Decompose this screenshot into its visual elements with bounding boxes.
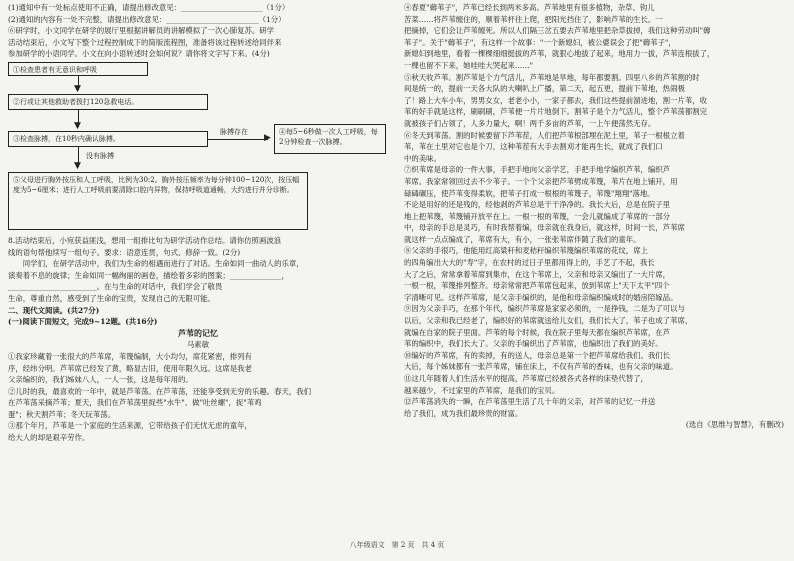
text-line: 中，母亲的手总是灵巧，有时我帮着编，母亲就在我身后，就这样，时间一长，芦苇席 <box>404 223 685 233</box>
flow-connector-pulse <box>208 139 268 140</box>
text-line: 间是统一的，提前一天各大队的大喇叭上广播，第二天，起五更，提前下苇地，热闹极 <box>404 84 685 94</box>
flow-box-4 <box>274 124 386 154</box>
flow-box-2-text: ②行或让其他救助者拨打120急救电话。 <box>13 97 139 106</box>
flow-box-1 <box>8 62 148 76</box>
text-line: 8.活动结束后，小宛获益匪浅，想用一组排比句为研学活动作总结。请你仿照画波浪 <box>8 235 282 245</box>
text-line: ⑫芦苇荡消失的一瞬，在芦苇荡里生活了几十年的父亲，对芦苇的记忆一并送 <box>404 397 656 407</box>
text-line: 把摘掉，它们会让芦苇缠死。所以人们隔三岔五要去芦苇地里把杂草拔掉，我们这种劳动叫"薅 <box>404 26 711 36</box>
text-line: 碌碡碾压，使芦苇变得柔软，把苇子打成一根根的苇篾子，苇篾"翔翔"落地。 <box>404 188 655 198</box>
right-column <box>404 2 784 431</box>
text-line: 地上把苇篾，苇篾铺开放平在上。一根一根的苇篾，一会儿就编成了苇席的一部分 <box>404 211 671 221</box>
text-line: 苇，苇在土里对它也是个刀，这种苇茬有大手去割刈才能再生长，就成了我们口 <box>404 142 663 152</box>
text-line: ②儿时的我，最喜欢的一年中，就是芦苇荡。在芦苇荡，还能享受到无穷的乐趣。春天，我们 <box>8 386 312 396</box>
question-8 <box>8 235 388 305</box>
text-line: 苇子"。关于"薅苇子"，有这样一个故事："一个新媳妇，被公婆误会了把"薅苇子"， <box>404 37 676 47</box>
text-line: 大后，每个姊妹都有一张芦苇席，铺在床上，不仅有芦苇的香味，也有父亲的味道。 <box>404 362 678 372</box>
flow-box-2 <box>8 94 208 110</box>
article-paragraphs-right <box>404 2 784 419</box>
text-line: 演奏着不息的旋律；生命如同一幅绚丽的画卷，描绘着多彩的图案；______________， <box>8 270 289 280</box>
text-line: ⑪这几年随着人们生活水平的提高，芦苇席已经被各式各样的床垫代替了， <box>404 374 648 383</box>
text-line: 苇的编织中，我们长大了。父亲的手编织出了芦苇席，也编织出了我们的美好。 <box>404 339 663 349</box>
flow-arrow-1: ▼ <box>74 83 81 94</box>
text-line: 线的语句帮他续写一组句子。要求：语意连贯，句式、修辞一致。(2分) <box>8 247 241 257</box>
text-line: 中的美味。 <box>404 153 441 163</box>
text-line: 苇席。我家常领回过去不少苇子。一个个父亲把芦苇劈成苇篾，苇片在地上铺开，用 <box>404 176 678 186</box>
article-paragraphs-left <box>8 351 388 444</box>
flow-box-5-text: ⑤父母进行胸外按压和人工呼吸，比例为30:2。胸外按压频率为每分钟100~120次，按压幅度为5~6厘米；进行人工呼吸前要清除口腔内异物，保持呼吸道通畅，大约进行并分诊断。 <box>13 175 300 195</box>
text-line: 蛋"；秋天割芦苇；冬天玩苇荡。 <box>8 409 115 419</box>
article-author: 马素敏 <box>186 340 210 350</box>
pulse-present-label: 脉搏存在 <box>220 127 248 136</box>
flow-arrow-pulse: ▶ <box>264 132 271 143</box>
no-pulse-label: 没有脉搏 <box>86 151 114 160</box>
flow-arrow-2: ▼ <box>74 120 81 131</box>
text-line: 苦菜……将芦苇缠住的，顺着苇杆往上爬，把阳光挡住了，影响芦苇的生长。一 <box>404 14 663 24</box>
text-line: 参加研学的小语同学。小文在向小语转述时会如何说？请你将文字写下来。(4分) <box>8 49 270 59</box>
text-line: ⑧父亲的手很巧，他能用红高粱秆和麦秸秆编织苇篾编织苇席的花纹，席上 <box>404 246 648 256</box>
text-line: ________________________。在与生命的对话中，我们学会了敬畏 <box>8 282 223 292</box>
text-line: 新媳妇到地里，看着一棵棵细细挺拔的芦苇，就狠心地拔了起来，地用力一拔，芦苇连根拔了， <box>404 49 715 59</box>
text-line: 在芦苇荡采摘芦苇；夏天，我们在芦苇荡里捉些"水牛"、做"吐丝螺"，捉"苇鸡 <box>8 398 262 408</box>
text-line: ⑥研学时，小文同学在研学的展厅里根据讲解员的讲解模拟了一次心肺复苏。研学 <box>8 26 275 36</box>
sub-section-title: (一)阅读下面短文，完成9~12题。(共16分) <box>8 317 158 327</box>
text-line: 字清晰可见。这样芦苇席，是父亲手编织的，是他和母亲编织编成时的婚房陪嫁品。 <box>404 292 678 302</box>
article-title: 芦苇的记忆 <box>178 327 218 338</box>
flow-box-5 <box>8 172 308 230</box>
flow-box-3-text: ③检查脉搏，在10秒内确认脉搏。 <box>13 134 120 143</box>
text-line: ①我家珍藏着一张很大的芦苇席，苇篾编制，大小均匀，席花紧密，排列有 <box>8 351 252 361</box>
text-line: 苇的好手就是这样，刷刷刷，芦苇便一片片地倒下。割苇子是个力气活儿，整个芦苇荡都割完 <box>404 107 708 117</box>
text-line: 就被孩子们占领了，人多力量大，啊！两千多亩的芦苇，一上午便荡然无存。 <box>404 118 656 128</box>
text-line: 就编在自家的院子里面。芦苇的每个时候，我在院子里每天都在编织芦苇席，在芦 <box>404 327 671 337</box>
text-line: 一棵也留不下来，她哇哇大哭起来……" <box>404 60 534 70</box>
text-line: 大了之后，常常拿着苇席到集市，在这个苇席上，父亲和母亲又编出了一大片席， <box>404 269 671 279</box>
text-line: 就这样一点点编成了，苇席有大，有小，一张张苇席伴随了我们的童年。 <box>404 234 641 244</box>
page-footer: 八年级语文 第 2 页 共 4 页 <box>349 541 445 549</box>
flow-chart <box>8 62 388 232</box>
text-line: (2)通知的内容有一处不完整，请提出修改意见：_________________________（1分） <box>8 14 286 24</box>
flow-box-3 <box>8 131 208 147</box>
text-line: (1)通知中有一处标点使用不正确，请提出修改意见：______________________（1分） <box>8 3 290 12</box>
text-line: ④春夏"薅苇子"，芦苇已经长到两米多高。芦苇地里有很多植物，杂草、钩儿 <box>404 3 655 12</box>
text-line: 父亲编织的，我们姊妹八人，一人一张，这是每年用的。 <box>8 375 193 385</box>
text-line: 给了我们，成为我们最珍贵的财富。 <box>404 408 523 418</box>
text-line: 越来越少，不过家里的芦苇席，是我们的宝贝。 <box>404 385 560 395</box>
text-line: 同学们，在研学活动中，我们为生命的相遇而进行了对话。生命如同一曲动人的乐章， <box>8 259 304 269</box>
text-line: ⑩编好的芦苇席，有的卖掉，有的送人，母亲总是第一个把芦苇席给我们。我们长 <box>404 350 671 360</box>
text-line: 一根一根，苇篾排列整齐。母亲常常把芦苇席包起来，放到苇席上"天下太平"四个 <box>404 281 670 291</box>
text-line: 给大人的却是艰辛劳作。 <box>8 433 90 443</box>
text-line: 序，经纬分明。芦苇席已经发了黄，略显古旧，使用年限久远。这席是我老 <box>8 363 252 373</box>
text-line: ⑥冬天到苇荡。割的时候要留下芦苇茬，人们把芦苇根部埋在泥土里，苇子一根根立着 <box>404 130 685 140</box>
text-line: 不论是用好的还是残的，经他剥的芦苇总是干干净净的。我长大后，总是在院子里 <box>404 200 671 210</box>
flow-box-1-text: ①检查患者有无意识和呼吸 <box>13 65 97 74</box>
text-line: 生命，尊重自然，感受到了生命的宝贵，发现自己的无限可能。 <box>8 293 215 303</box>
text-line: ⑨因为父亲手巧，在那个年代，编织芦苇席是家家必须的，一是挣钱，二是为了可以与 <box>404 304 685 314</box>
text-line: ⑦织苇席是母亲的一件大事，手把手地向父亲学艺，手把手地学编织芦苇，编织芦 <box>404 165 671 175</box>
text-line: ⑤秋天收芦苇。割芦苇是个力气活儿，芦苇地是旱地，每年都要割。四里八乡的芦苇割的时 <box>404 72 700 82</box>
flow-arrow-3: ▼ <box>74 160 81 171</box>
text-line: 以后，父亲和我已经老了，编织好的苇席就送给儿女们，我们长大了，苇子也成了苇席， <box>404 316 693 326</box>
flow-box-4-text: ④每5~6秒做一次人工呼吸，每2分钟检查一次脉搏。 <box>279 127 378 147</box>
article-source: (选自《思维与智慧》，有删改) <box>685 420 784 430</box>
text-line: ③那个年月，芦苇是一个家庭的生活来源，它带给孩子们无忧无虑的童年， <box>8 421 252 431</box>
text-line: 了！路上大车小车，男男女女，老老小小，一家子都去，我们这些提前溜进地，割一片苇，收 <box>404 95 708 105</box>
left-column <box>8 2 388 444</box>
left-top-questions <box>8 2 388 60</box>
section-title: 二、现代文阅读。(共27分) <box>8 305 100 315</box>
text-line: 活动结束后，小文写下整个过程控制成下的简版流程图，准备将该过程转述给同伴来 <box>8 37 282 47</box>
text-line: 的四角编出大大的"寿"字，在农村的过日子里都用得上的，手艺了不起，我长 <box>404 258 655 268</box>
